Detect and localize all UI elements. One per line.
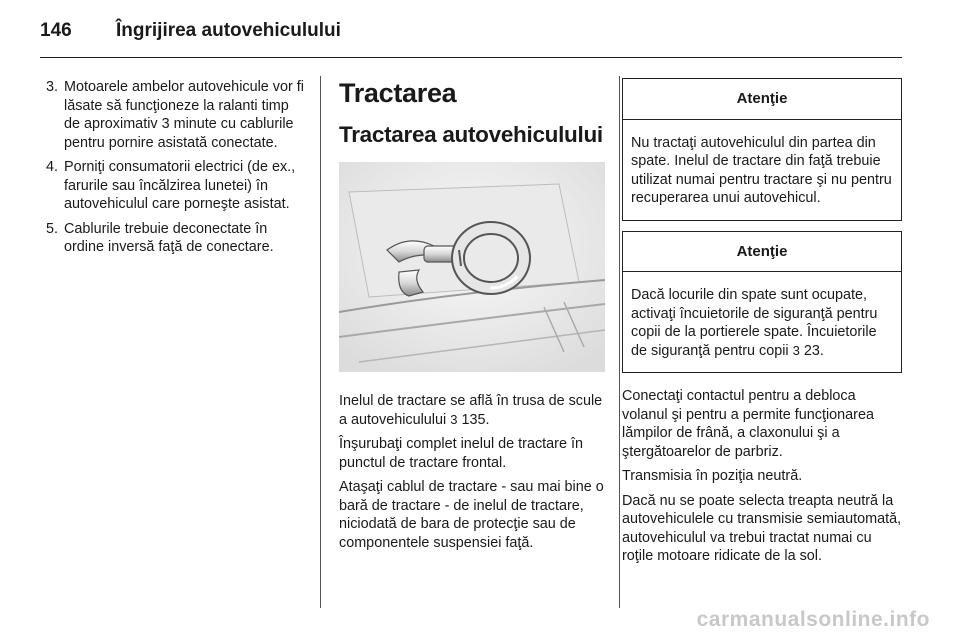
- warning-title: Atenţie: [623, 79, 901, 120]
- page-reference-icon: 3: [792, 342, 800, 358]
- towing-eye-illustration: [339, 162, 605, 372]
- column-divider-2: [619, 76, 620, 608]
- paragraph: Înşurubaţi complet inelul de tractare în punctul de tractare frontal.: [339, 436, 583, 471]
- warning-box: [622, 231, 902, 374]
- warning-body: Dacă locurile din spate sunt ocupate, activaţi încuietorile de siguranţă pentru copii de la portierele spate. Încuietorile de siguranţă pentru copii 3 23.: [631, 287, 878, 359]
- paragraph: Inelul de tractare se află în trusa de scule a autovehiculului 3 135.: [339, 393, 603, 428]
- steps-list: [40, 78, 308, 257]
- towing-eye-image: [339, 162, 605, 372]
- warning-title: Atenţie: [623, 232, 901, 273]
- watermark: carmanualsonline.info: [696, 608, 930, 631]
- column-3: [622, 78, 902, 572]
- page-title: Îngrijirea autovehiculului: [116, 20, 341, 41]
- column-1: [40, 78, 308, 263]
- section-title: Tractarea: [339, 78, 457, 108]
- page-reference: 23.: [803, 342, 824, 359]
- paragraph: Ataşaţi cablul de tractare - sau mai bine o bară de tractare - de inelul de tractare, niciodată de bara de protecţie sau de componentele suspensiei faţă.: [339, 479, 604, 551]
- paragraph: Conectaţi contactul pentru a debloca volanul şi pentru a permite funcţionarea lămpilor de frână, a claxonului şi a ştergătoarelor de parbriz.: [622, 388, 874, 460]
- warning-body: Nu tractaţi autovehiculul din partea din spate. Inelul de tractare din faţă trebuie utilizat numai pentru tractare şi nu pentru recuperarea unui autovehicul.: [631, 134, 892, 206]
- list-item: 4. Porniţi consumatorii electrici (de ex., farurile sau încălzirea lunetei) în autovehiculul care porneşte asistat.: [46, 159, 296, 212]
- subsection-title: Tractarea autovehiculului: [339, 122, 603, 147]
- warning-box: [622, 78, 902, 221]
- page-number: 146: [40, 20, 72, 41]
- list-item: 3. Motoarele ambelor autovehicule vor fi lăsate să funcţioneze la ralanti timp de aproximativ 3 minute cu cablurile pentru pornire asistată conectate.: [46, 79, 304, 151]
- paragraph: Dacă nu se poate selecta treapta neutră la autovehiculele cu transmisie semiautomată, autovehiculul va trebui tractat numai cu roţile motoare ridicate de la sol.: [622, 492, 902, 564]
- paragraph: Transmisia în poziţia neutră.: [622, 468, 803, 484]
- page-reference: 135.: [461, 411, 490, 428]
- list-item: 5. Cablurile trebuie deconectate în ordine inversă faţă de conectare.: [46, 220, 274, 255]
- page-header: [0, 0, 960, 60]
- column-2: [339, 78, 605, 558]
- column-divider-1: [320, 76, 321, 608]
- page-reference-icon: 3: [450, 411, 458, 427]
- header-rule: [40, 57, 902, 58]
